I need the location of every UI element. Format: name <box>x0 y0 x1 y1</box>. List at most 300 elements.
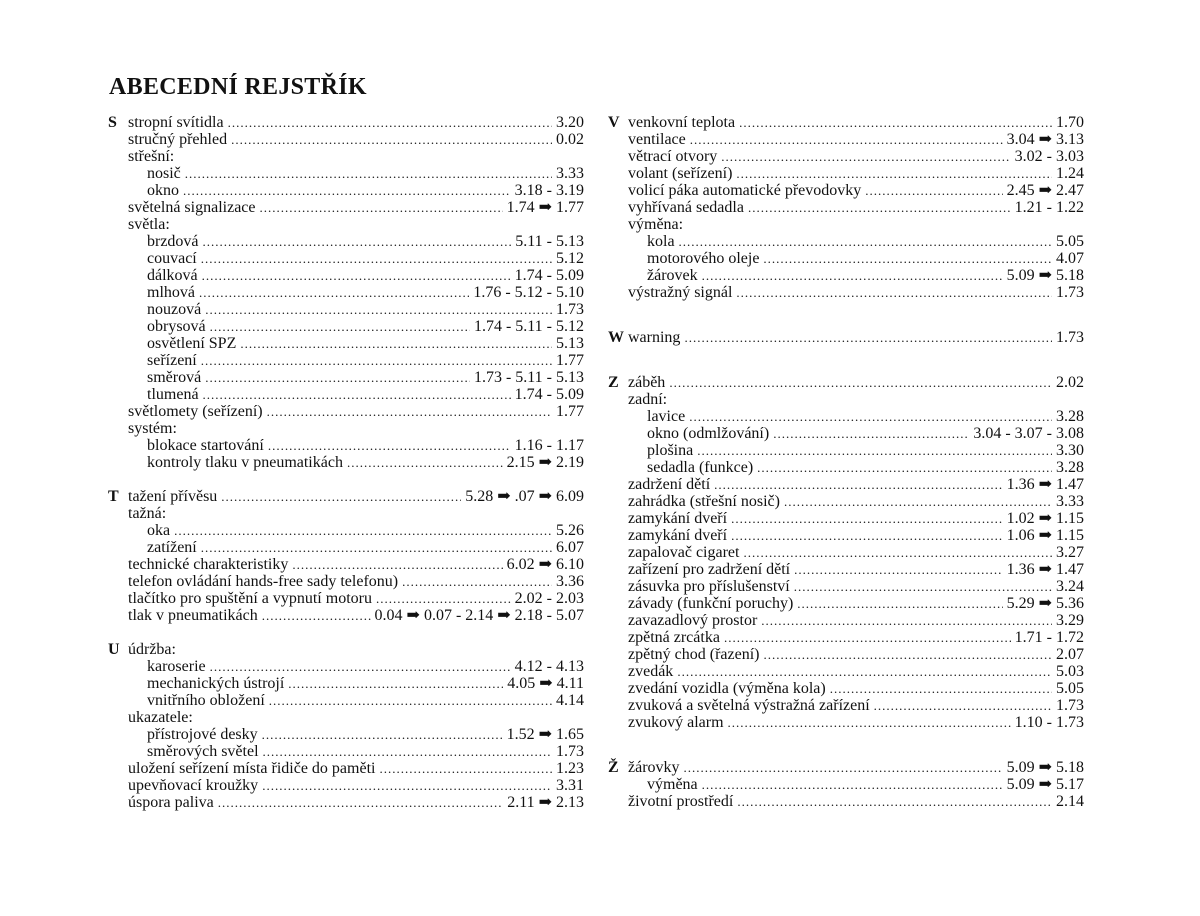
index-entry <box>628 284 1084 301</box>
dot-leader <box>347 454 503 471</box>
dot-leader <box>690 131 1003 148</box>
page-title: ABECEDNÍ REJSTŘÍK <box>109 74 367 100</box>
entry-label: zásuvka pro příslušenství <box>628 578 790 595</box>
index-subentry <box>128 284 584 301</box>
index-entry <box>128 760 584 777</box>
entry-label: zařízení pro zadržení dětí <box>628 561 791 578</box>
dot-leader <box>865 182 1002 199</box>
entry-page: 3.24 <box>1056 578 1084 595</box>
entry-label: brzdová <box>147 233 199 250</box>
dot-leader <box>684 759 1003 776</box>
index-subentry <box>628 425 1084 442</box>
entry-page: 4.12 - 4.13 <box>514 658 584 675</box>
dot-leader <box>269 692 552 709</box>
entry-label: osvětlení SPZ <box>147 335 237 352</box>
index-entry <box>628 612 1084 629</box>
entry-page: 3.36 <box>556 573 584 590</box>
entry-page: 1.77 <box>556 352 584 369</box>
entry-label: směrových světel <box>147 743 259 760</box>
entry-label: volicí páka automatické převodovky <box>628 182 862 199</box>
dot-leader <box>263 743 552 760</box>
index-entry <box>628 165 1084 182</box>
index-entry <box>128 216 584 233</box>
dot-leader <box>199 284 469 301</box>
index-entry <box>128 199 584 216</box>
index-section <box>608 114 1084 301</box>
entry-label: větrací otvory <box>628 148 718 165</box>
index-subentry <box>628 250 1084 267</box>
index-entry <box>628 216 1084 233</box>
entry-page: 4.14 <box>556 692 584 709</box>
entry-page: 4.07 <box>1056 250 1084 267</box>
dot-leader <box>203 233 512 250</box>
dot-leader <box>203 386 511 403</box>
section-letter: T <box>108 488 119 505</box>
dot-leader <box>288 675 503 692</box>
entry-page: 3.28 <box>1056 459 1084 476</box>
entry-label: dálková <box>147 267 198 284</box>
dot-leader <box>201 539 552 556</box>
dot-leader <box>221 488 461 505</box>
entry-page: 1.74 - 5.09 <box>514 386 584 403</box>
entry-label: kontroly tlaku v pneumatikách <box>147 454 343 471</box>
index-column-left <box>108 114 584 811</box>
dot-leader <box>731 527 1003 544</box>
index-subentry <box>628 233 1084 250</box>
entry-label: světla: <box>128 216 170 233</box>
entry-label: závady (funkční poruchy) <box>628 595 794 612</box>
entry-label: kola <box>647 233 675 250</box>
entry-label: tlak v pneumatikách <box>128 607 258 624</box>
index-entry <box>628 714 1084 731</box>
index-entry <box>628 561 1084 578</box>
index-section <box>608 759 1084 810</box>
entry-page: 5.09 ➡ 5.17 <box>1006 776 1084 793</box>
entry-label: tažení přívěsu <box>128 488 218 505</box>
dot-leader <box>797 595 1002 612</box>
section-letter: S <box>108 114 117 131</box>
entry-page: 1.36 ➡ 1.47 <box>1006 561 1084 578</box>
index-column-right <box>608 114 1084 810</box>
dot-leader <box>794 561 1002 578</box>
dot-leader <box>794 578 1052 595</box>
index-entry <box>628 793 1084 810</box>
section-letter: Z <box>608 374 619 391</box>
dot-leader <box>292 556 502 573</box>
entry-page: 1.71 - 1.72 <box>1014 629 1084 646</box>
entry-label: upevňovací kroužky <box>128 777 259 794</box>
dot-leader <box>174 522 552 539</box>
dot-leader <box>201 352 552 369</box>
dot-leader <box>228 114 552 131</box>
dot-leader <box>763 646 1052 663</box>
entry-page: 3.31 <box>556 777 584 794</box>
entry-page: 1.74 - 5.09 <box>514 267 584 284</box>
index-entry <box>128 420 584 437</box>
entry-label: přístrojové desky <box>147 726 258 743</box>
entry-page: 5.11 - 5.13 <box>515 233 584 250</box>
dot-leader <box>724 629 1011 646</box>
entry-label: okno (odmlžování) <box>647 425 770 442</box>
entry-page: 1.73 <box>1056 284 1084 301</box>
dot-leader <box>679 233 1052 250</box>
entry-page: 1.21 - 1.22 <box>1014 199 1084 216</box>
entry-label: technické charakteristiky <box>128 556 289 573</box>
dot-leader <box>763 250 1052 267</box>
entry-label: blokace startování <box>147 437 264 454</box>
index-subentry <box>128 743 584 760</box>
entry-label: zadní: <box>628 391 668 408</box>
entry-label: telefon ovládání hands-free sady telefonu) <box>128 573 399 590</box>
dot-leader <box>677 663 1052 680</box>
entry-label: tlumená <box>147 386 199 403</box>
dot-leader <box>697 442 1052 459</box>
index-subentry <box>128 165 584 182</box>
entry-page: 3.30 <box>1056 442 1084 459</box>
index-entry <box>128 641 584 658</box>
entry-page: 1.36 ➡ 1.47 <box>1006 476 1084 493</box>
index-entry <box>628 697 1084 714</box>
index-entry <box>628 544 1084 561</box>
entry-page: 3.33 <box>1056 493 1084 510</box>
index-entry <box>628 476 1084 493</box>
index-subentry <box>628 408 1084 425</box>
entry-label: zatížení <box>147 539 197 556</box>
dot-leader <box>689 408 1052 425</box>
entry-page: 3.28 <box>1056 408 1084 425</box>
entry-page: 0.04 ➡ 0.07 - 2.14 ➡ 2.18 - 5.07 <box>374 607 584 624</box>
entry-label: výstražný signál <box>628 284 733 301</box>
index-section <box>108 114 584 471</box>
dot-leader <box>748 199 1011 216</box>
index-entry <box>128 403 584 420</box>
index-entry <box>128 709 584 726</box>
entry-label: mlhová <box>147 284 195 301</box>
dot-leader <box>702 267 1003 284</box>
index-entry <box>128 556 584 573</box>
section-letter: W <box>608 329 624 346</box>
entry-label: zvuková a světelná výstražná zařízení <box>628 697 870 714</box>
index-entry <box>628 578 1084 595</box>
dot-leader <box>210 318 470 335</box>
index-section <box>108 641 584 811</box>
dot-leader <box>736 165 1052 182</box>
dot-leader <box>731 510 1003 527</box>
dot-leader <box>739 114 1052 131</box>
entry-page: 1.73 - 5.11 - 5.13 <box>473 369 584 386</box>
dot-leader <box>684 329 1052 346</box>
entry-label: střešní: <box>128 148 175 165</box>
dot-leader <box>728 714 1011 731</box>
entry-page: 3.04 ➡ 3.13 <box>1006 131 1084 148</box>
index-subentry <box>128 182 584 199</box>
entry-page: 1.02 ➡ 1.15 <box>1006 510 1084 527</box>
entry-page: 1.73 <box>556 743 584 760</box>
entry-label: vyhřívaná sedadla <box>628 199 744 216</box>
entry-page: 3.20 <box>556 114 584 131</box>
index-subentry <box>128 369 584 386</box>
entry-page: 3.02 - 3.03 <box>1014 148 1084 165</box>
entry-page: 1.73 <box>1056 697 1084 714</box>
index-entry <box>128 573 584 590</box>
entry-label: stropní svítidla <box>128 114 224 131</box>
dot-leader <box>757 459 1052 476</box>
entry-page: 1.73 <box>1056 329 1084 346</box>
entry-label: žárovek <box>647 267 698 284</box>
dot-leader <box>737 793 1052 810</box>
index-entry <box>128 777 584 794</box>
dot-leader <box>205 301 552 318</box>
index-entry <box>628 629 1084 646</box>
entry-page: 1.70 <box>1056 114 1084 131</box>
dot-leader <box>202 267 511 284</box>
index-section <box>108 488 584 624</box>
index-entry <box>628 527 1084 544</box>
entry-page: 2.02 <box>1056 374 1084 391</box>
entry-page: 2.02 - 2.03 <box>514 590 584 607</box>
entry-page: 5.13 <box>556 335 584 352</box>
index-entry <box>628 510 1084 527</box>
index-subentry <box>128 335 584 352</box>
dot-leader <box>262 777 552 794</box>
entry-page: 2.11 ➡ 2.13 <box>507 794 584 811</box>
section-letter: V <box>608 114 620 131</box>
entry-label: plošina <box>647 442 694 459</box>
dot-leader <box>210 658 511 675</box>
index-entry <box>128 131 584 148</box>
entry-page: 5.26 <box>556 522 584 539</box>
entry-page: 1.74 - 5.11 - 5.12 <box>473 318 584 335</box>
entry-page: 6.07 <box>556 539 584 556</box>
entry-page: 1.06 ➡ 1.15 <box>1006 527 1084 544</box>
dot-leader <box>714 476 1002 493</box>
index-entry <box>628 759 1084 776</box>
index-subentry <box>128 522 584 539</box>
index-subentry <box>128 658 584 675</box>
dot-leader <box>201 250 552 267</box>
dot-leader <box>402 573 552 590</box>
entry-page: 1.73 <box>556 301 584 318</box>
entry-page: 4.05 ➡ 4.11 <box>507 675 584 692</box>
index-entry <box>628 199 1084 216</box>
entry-label: zamykání dveří <box>628 527 728 544</box>
dot-leader <box>260 199 503 216</box>
entry-label: stručný přehled <box>128 131 228 148</box>
index-entry <box>628 329 1084 346</box>
dot-leader <box>205 369 470 386</box>
entry-label: vnitřního obložení <box>147 692 265 709</box>
entry-label: záběh <box>628 374 666 391</box>
entry-page: 0.02 <box>556 131 584 148</box>
index-subentry <box>128 692 584 709</box>
index-subentry <box>128 352 584 369</box>
index-entry <box>628 374 1084 391</box>
entry-label: zamykání dveří <box>628 510 728 527</box>
entry-page: 1.10 - 1.73 <box>1014 714 1084 731</box>
index-subentry <box>628 459 1084 476</box>
dot-leader <box>267 403 552 420</box>
entry-label: výměna: <box>628 216 684 233</box>
entry-page: 5.03 <box>1056 663 1084 680</box>
index-subentry <box>128 318 584 335</box>
index-subentry <box>628 776 1084 793</box>
index-subentry <box>128 539 584 556</box>
entry-page: 2.15 ➡ 2.19 <box>506 454 584 471</box>
index-entry <box>628 646 1084 663</box>
dot-leader <box>736 284 1052 301</box>
dot-leader <box>183 182 511 199</box>
entry-label: couvací <box>147 250 197 267</box>
index-subentry <box>628 267 1084 284</box>
entry-page: 1.23 <box>556 760 584 777</box>
entry-page: 2.14 <box>1056 793 1084 810</box>
entry-label: nouzová <box>147 301 202 318</box>
index-subentry <box>128 386 584 403</box>
entry-page: 2.45 ➡ 2.47 <box>1006 182 1084 199</box>
index-subentry <box>128 301 584 318</box>
entry-page: 1.77 <box>556 403 584 420</box>
index-entry <box>128 114 584 131</box>
index-entry <box>128 505 584 522</box>
dot-leader <box>262 607 371 624</box>
dot-leader <box>185 165 552 182</box>
index-subentry <box>128 250 584 267</box>
entry-label: tažná: <box>128 505 167 522</box>
entry-label: žárovky <box>628 759 680 776</box>
entry-label: tlačítko pro spuštění a vypnutí motoru <box>128 590 372 607</box>
entry-label: obrysová <box>147 318 206 335</box>
entry-label: zvukový alarm <box>628 714 724 731</box>
entry-page: 5.05 <box>1056 680 1084 697</box>
section-letter: U <box>108 641 120 658</box>
index-subentry <box>128 454 584 471</box>
entry-page: 1.52 ➡ 1.65 <box>506 726 584 743</box>
entry-label: ventilace <box>628 131 686 148</box>
entry-label: warning <box>628 329 681 346</box>
index-subentry <box>128 233 584 250</box>
dot-leader <box>761 612 1052 629</box>
index-entry <box>128 590 584 607</box>
entry-label: světelná signalizace <box>128 199 256 216</box>
dot-leader <box>702 776 1003 793</box>
index-entry <box>628 680 1084 697</box>
index-section <box>608 374 1084 731</box>
entry-label: uložení seřízení místa řidiče do paměti <box>128 760 376 777</box>
entry-label: životní prostředí <box>628 793 734 810</box>
dot-leader <box>262 726 503 743</box>
dot-leader <box>830 680 1052 697</box>
index-entry <box>128 794 584 811</box>
entry-page: 5.09 ➡ 5.18 <box>1006 267 1084 284</box>
entry-label: oka <box>147 522 171 539</box>
dot-leader <box>743 544 1052 561</box>
entry-label: mechanických ústrojí <box>147 675 285 692</box>
entry-label: zapalovač cigaret <box>628 544 740 561</box>
dot-leader <box>669 374 1052 391</box>
index-entry <box>628 493 1084 510</box>
entry-label: lavice <box>647 408 686 425</box>
dot-leader <box>721 148 1010 165</box>
index-entry <box>128 148 584 165</box>
entry-page: 2.07 <box>1056 646 1084 663</box>
index-section <box>608 329 1084 346</box>
entry-label: systém: <box>128 420 177 437</box>
entry-label: zpětný chod (řazení) <box>628 646 760 663</box>
dot-leader <box>268 437 511 454</box>
entry-label: zpětná zrcátka <box>628 629 720 646</box>
index-entry <box>628 391 1084 408</box>
dot-leader <box>218 794 503 811</box>
entry-label: venkovní teplota <box>628 114 736 131</box>
index-subentry <box>128 437 584 454</box>
entry-label: volant (seřízení) <box>628 165 733 182</box>
entry-page: 3.33 <box>556 165 584 182</box>
entry-label: zavazadlový prostor <box>628 612 758 629</box>
entry-page: 3.04 - 3.07 - 3.08 <box>973 425 1084 442</box>
index-subentry <box>628 442 1084 459</box>
index-subentry <box>128 267 584 284</box>
entry-page: 5.09 ➡ 5.18 <box>1006 759 1084 776</box>
entry-page: 6.02 ➡ 6.10 <box>506 556 584 573</box>
entry-label: výměna <box>647 776 698 793</box>
entry-label: ukazatele: <box>128 709 193 726</box>
index-entry <box>628 663 1084 680</box>
index-subentry <box>128 726 584 743</box>
entry-page: 3.18 - 3.19 <box>514 182 584 199</box>
entry-label: světlomety (seřízení) <box>128 403 263 420</box>
entry-label: sedadla (funkce) <box>647 459 754 476</box>
entry-page: 3.29 <box>1056 612 1084 629</box>
entry-page: 5.28 ➡ .07 ➡ 6.09 <box>465 488 584 505</box>
index-subentry <box>128 675 584 692</box>
entry-label: seřízení <box>147 352 197 369</box>
index-entry <box>628 148 1084 165</box>
entry-label: nosič <box>147 165 181 182</box>
index-entry <box>628 114 1084 131</box>
entry-page: 5.29 ➡ 5.36 <box>1006 595 1084 612</box>
entry-label: karoserie <box>147 658 206 675</box>
index-entry <box>128 488 584 505</box>
entry-label: úspora paliva <box>128 794 214 811</box>
entry-label: zahrádka (střešní nosič) <box>628 493 780 510</box>
entry-label: údržba: <box>128 641 176 658</box>
entry-label: okno <box>147 182 179 199</box>
entry-label: zadržení dětí <box>628 476 711 493</box>
entry-label: směrová <box>147 369 202 386</box>
entry-page: 3.27 <box>1056 544 1084 561</box>
dot-leader <box>784 493 1052 510</box>
entry-page: 5.05 <box>1056 233 1084 250</box>
entry-page: 1.24 <box>1056 165 1084 182</box>
entry-page: 1.76 - 5.12 - 5.10 <box>473 284 584 301</box>
entry-page: 1.16 - 1.17 <box>514 437 584 454</box>
entry-page: 1.74 ➡ 1.77 <box>506 199 584 216</box>
index-entry <box>628 595 1084 612</box>
index-entry <box>628 131 1084 148</box>
index-entry <box>628 182 1084 199</box>
entry-label: zvedání vozidla (výměna kola) <box>628 680 826 697</box>
dot-leader <box>376 590 511 607</box>
dot-leader <box>379 760 552 777</box>
dot-leader <box>874 697 1052 714</box>
section-letter: Ž <box>608 759 619 776</box>
dot-leader <box>773 425 969 442</box>
dot-leader <box>240 335 552 352</box>
entry-label: zvedák <box>628 663 674 680</box>
index-entry <box>128 607 584 624</box>
entry-label: motorového oleje <box>647 250 760 267</box>
entry-page: 5.12 <box>556 250 584 267</box>
